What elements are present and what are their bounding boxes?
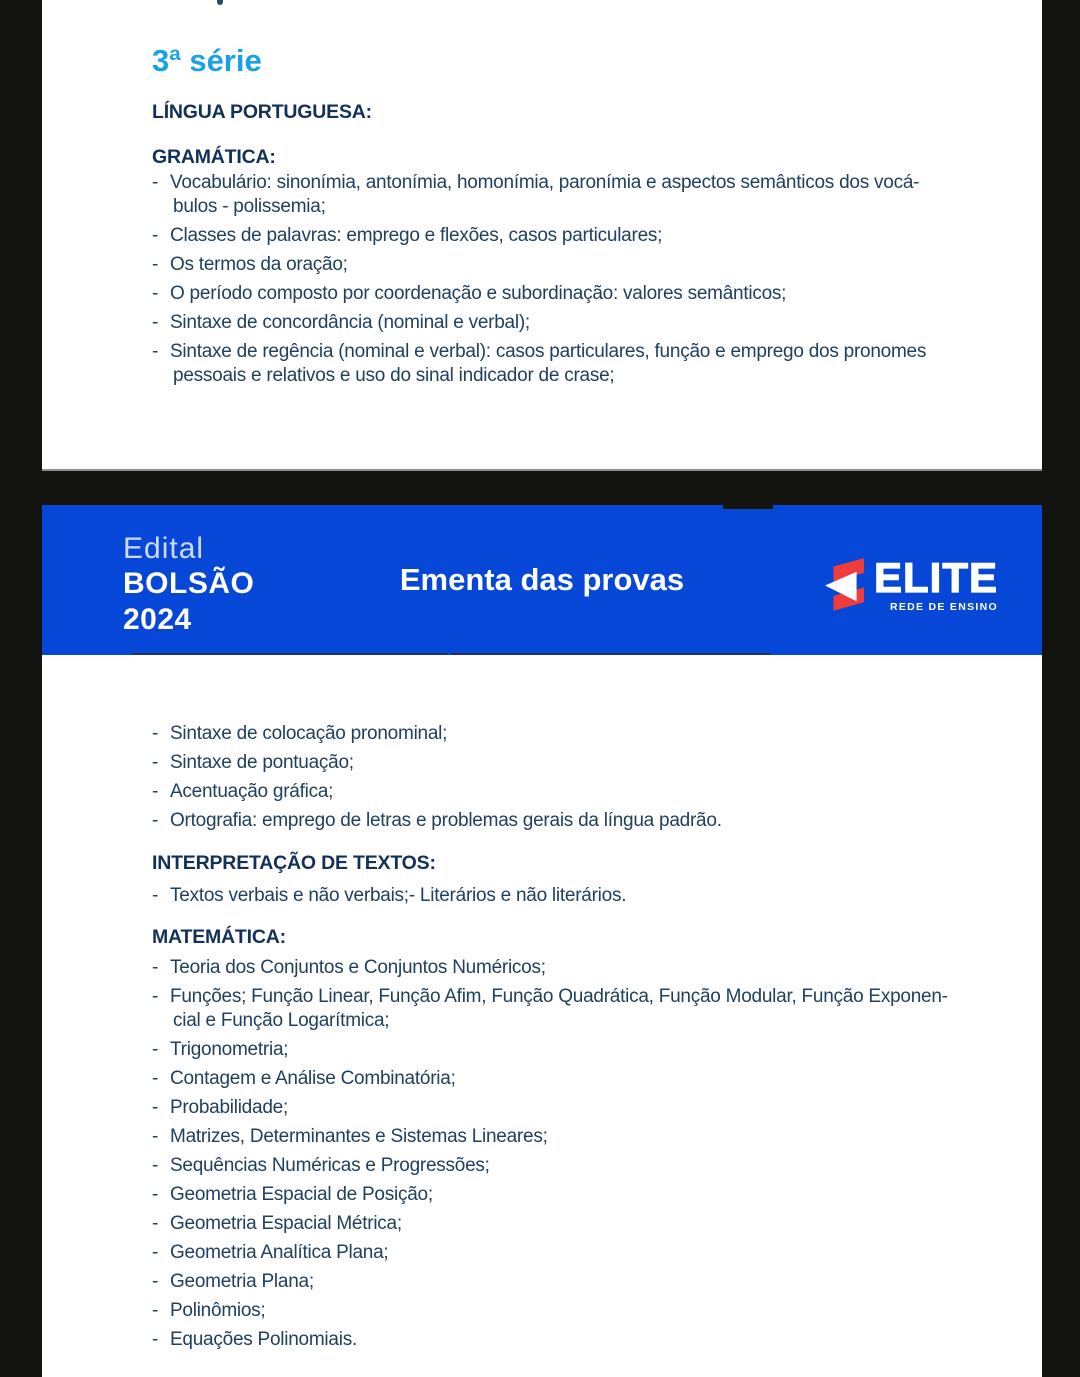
item-line-1: Geometria Analítica Plana; <box>170 1242 389 1263</box>
item-line-1: Sintaxe de colocação pronominal; <box>170 723 448 744</box>
item-line-1: Probabilidade; <box>170 1097 288 1118</box>
matematica-list <box>152 956 1042 1352</box>
list-item <box>152 780 1042 804</box>
list-item-text <box>170 224 1042 248</box>
bullet-dash: - <box>152 1126 159 1147</box>
item-line-1: Sintaxe de regência (nominal e verbal): casos particulares, função e emprego dos pronomes <box>170 341 927 362</box>
list-item <box>152 1096 1042 1120</box>
list-item <box>152 224 1042 248</box>
bullet-dash: - <box>152 1300 159 1321</box>
item-line-1: Polinômios; <box>170 1300 266 1321</box>
list-item-text <box>170 1067 1042 1091</box>
bullet-dash: - <box>152 312 159 333</box>
elite-logo-text <box>874 556 998 613</box>
item-line-1: Sintaxe de concordância (nominal e verbal); <box>170 312 530 333</box>
list-item-text <box>170 311 1042 335</box>
list-item <box>152 1328 1042 1352</box>
bullet-dash: - <box>152 1271 159 1292</box>
list-item-text <box>170 985 1042 1033</box>
list-item <box>152 340 1042 388</box>
list-item <box>152 884 1042 908</box>
item-line-1: Equações Polinomiais. <box>170 1329 357 1350</box>
list-item-text <box>170 751 1042 775</box>
bullet-dash: - <box>152 1068 159 1089</box>
edition-label: Edital <box>123 532 205 565</box>
list-item <box>152 751 1042 775</box>
item-line-1: Geometria Espacial de Posição; <box>170 1184 433 1205</box>
list-item-text <box>170 171 1042 219</box>
item-line-1: Trigonometria; <box>170 1039 289 1060</box>
bullet-dash: - <box>152 172 159 193</box>
item-line-1: Teoria dos Conjuntos e Conjuntos Numéricos; <box>170 957 546 978</box>
elite-logo-icon <box>825 556 865 617</box>
item-line-1: Acentuação gráfica; <box>170 781 334 802</box>
list-item <box>152 809 1042 833</box>
list-item <box>152 1212 1042 1236</box>
bullet-dash: - <box>152 752 159 773</box>
list-item-text <box>170 809 1042 833</box>
bullet-dash: - <box>152 810 159 831</box>
list-item <box>152 1183 1042 1207</box>
list-item <box>152 253 1042 277</box>
bullet-dash: - <box>152 986 159 1007</box>
list-item-text <box>170 1125 1042 1149</box>
list-item-text <box>170 956 1042 980</box>
section-heading-matematica: MATEMÁTICA: <box>152 926 286 948</box>
bullet-dash: - <box>152 1213 159 1234</box>
list-item <box>152 171 1042 219</box>
item-line-2: bulos - polissemia; <box>173 196 326 217</box>
section-heading-gramatica: GRAMÁTICA: <box>152 146 276 168</box>
item-line-1: Classes de palavras: emprego e flexões, casos particulares; <box>170 225 663 246</box>
item-line-1: Vocabulário: sinonímia, antonímia, homonímia, paronímia e aspectos semânticos dos vocá- <box>170 172 920 193</box>
item-line-1: Funções; Função Linear, Função Afim, Função Quadrática, Função Modular, Função Exponen- <box>170 986 948 1007</box>
elite-logo-tagline: REDE DE ENSINO <box>889 601 998 613</box>
clipped-text-fragment <box>217 0 223 5</box>
list-item <box>152 1125 1042 1149</box>
list-item-text <box>170 1328 1042 1352</box>
banner-top-notch <box>723 505 773 509</box>
elite-logo <box>825 556 998 617</box>
gramatica-continuation-list <box>152 655 1042 833</box>
list-item <box>152 1241 1042 1265</box>
item-line-1: Contagem e Análise Combinatória; <box>170 1068 456 1089</box>
list-item <box>152 1154 1042 1178</box>
list-item <box>152 311 1042 335</box>
bullet-dash: - <box>152 1155 159 1176</box>
item-line-1: Sintaxe de pontuação; <box>170 752 354 773</box>
list-item-text <box>170 780 1042 804</box>
list-item <box>152 985 1042 1033</box>
list-item <box>152 1038 1042 1062</box>
bullet-dash: - <box>152 225 159 246</box>
item-line-1: Matrizes, Determinantes e Sistemas Lineares; <box>170 1126 548 1147</box>
item-line-2: pessoais e relativos e uso do sinal indicador de crase; <box>173 365 615 386</box>
list-item-text <box>170 253 1042 277</box>
bullet-dash: - <box>152 1184 159 1205</box>
bullet-dash: - <box>152 885 159 906</box>
subject-heading-lingua-portuguesa: LÍNGUA PORTUGUESA: <box>152 101 372 123</box>
list-item-text <box>170 282 1042 306</box>
list-item-text <box>170 1183 1042 1207</box>
list-item-text <box>170 1270 1042 1294</box>
item-line-2: cial e Função Logarítmica; <box>173 1010 390 1031</box>
banner <box>42 505 1042 655</box>
bullet-dash: - <box>152 1242 159 1263</box>
bullet-dash: - <box>152 781 159 802</box>
bullet-dash: - <box>152 1097 159 1118</box>
list-item <box>152 282 1042 306</box>
list-item-text <box>170 1299 1042 1323</box>
list-item-text <box>170 1038 1042 1062</box>
item-line-1: O período composto por coordenação e subordinação: valores semânticos; <box>170 283 787 304</box>
bullet-dash: - <box>152 254 159 275</box>
list-item <box>152 722 1042 746</box>
item-line-1: Geometria Espacial Métrica; <box>170 1213 402 1234</box>
bullet-dash: - <box>152 341 159 362</box>
item-line-1: Ortografia: emprego de letras e problemas gerais da língua padrão. <box>170 810 722 831</box>
list-item-text <box>170 722 1042 746</box>
bullet-dash: - <box>152 723 159 744</box>
bullet-dash: - <box>152 283 159 304</box>
banner-title: Ementa das provas <box>399 562 685 597</box>
list-item-text <box>170 1241 1042 1265</box>
page-bottom <box>42 655 1042 1377</box>
gramatica-list <box>152 171 1042 388</box>
list-item <box>152 956 1042 980</box>
list-item-text <box>170 1154 1042 1178</box>
list-item-text <box>170 884 1042 908</box>
list-item-text <box>170 340 1042 388</box>
item-line-1: Os termos da oração; <box>170 254 348 275</box>
bullet-dash: - <box>152 1329 159 1350</box>
bullet-dash: - <box>152 1039 159 1060</box>
list-item-text <box>170 1096 1042 1120</box>
page-top <box>42 0 1042 471</box>
series-title: 3ª série <box>152 43 262 78</box>
item-line-1: Textos verbais e não verbais;- Literários e não literários. <box>170 885 627 906</box>
section-heading-interpretacao: INTERPRETAÇÃO DE TEXTOS: <box>152 852 436 874</box>
item-line-1: Geometria Plana; <box>170 1271 314 1292</box>
elite-logo-name: ELITE <box>873 554 998 601</box>
interpretacao-list <box>152 884 1042 908</box>
list-item <box>152 1067 1042 1091</box>
edition-year: 2024 <box>123 603 192 636</box>
list-item <box>152 1270 1042 1294</box>
list-item <box>152 1299 1042 1323</box>
item-line-1: Sequências Numéricas e Progressões; <box>170 1155 490 1176</box>
edition-name: BOLSÃO <box>123 567 255 600</box>
list-item-text <box>170 1212 1042 1236</box>
bullet-dash: - <box>152 957 159 978</box>
